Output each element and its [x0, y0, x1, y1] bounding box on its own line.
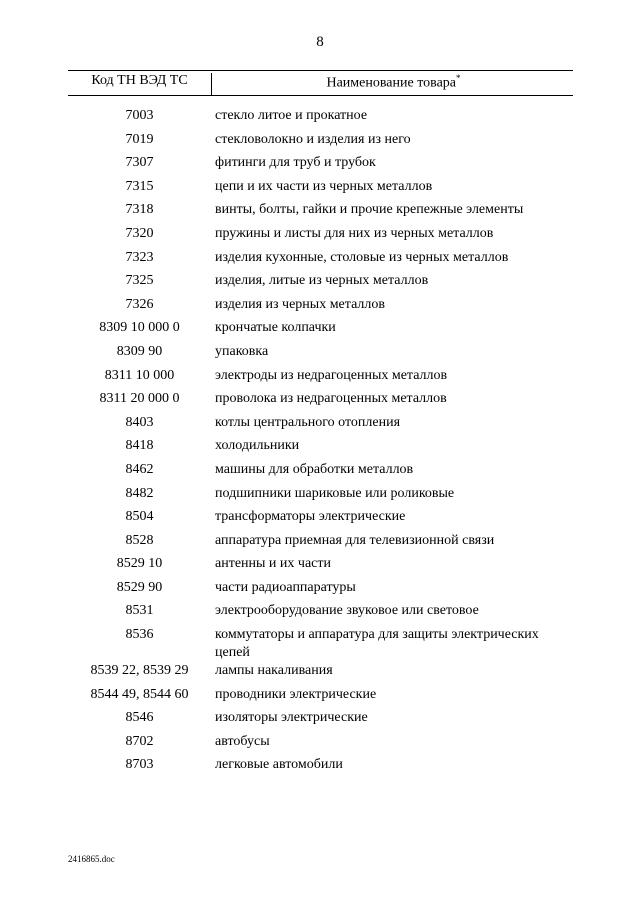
- goods-code: 8536: [125, 627, 154, 643]
- goods-name: коммутаторы и аппаратура для защиты электрических цепей: [215, 627, 539, 661]
- goods-code: 8702: [125, 733, 154, 749]
- goods-name: проводники электрические: [215, 686, 377, 702]
- goods-code: 8504: [125, 509, 154, 525]
- goods-name: винты, болты, гайки и прочие крепежные элементы: [215, 202, 524, 218]
- table-row: [68, 131, 573, 155]
- goods-name: изделия из черных металлов: [215, 296, 385, 312]
- table-row: [68, 709, 573, 733]
- goods-code: 8544 49, 8544 60: [90, 686, 189, 702]
- goods-name: электроды из недрагоценных металлов: [215, 367, 448, 383]
- table-row: [68, 225, 573, 249]
- table-row: [68, 733, 573, 757]
- goods-code: 7320: [125, 225, 154, 241]
- header-column-separator: [211, 73, 212, 95]
- table-row: [68, 367, 573, 391]
- goods-name: фитинги для труб и трубок: [215, 155, 376, 171]
- goods-code: 8529 10: [116, 556, 163, 572]
- footnote-mark: *: [456, 73, 461, 83]
- goods-code: 7315: [125, 178, 154, 194]
- table-row: [68, 272, 573, 296]
- goods-code: 7325: [125, 273, 154, 289]
- goods-code: 8703: [125, 757, 154, 773]
- table-row: [68, 602, 573, 626]
- table-row: [68, 319, 573, 343]
- table-row: [68, 579, 573, 603]
- goods-code: 7323: [125, 249, 154, 265]
- goods-code: 8311 20 000 0: [99, 391, 180, 407]
- goods-name: упаковка: [215, 343, 269, 359]
- goods-name: изоляторы электрические: [215, 710, 368, 726]
- table-row: [68, 201, 573, 225]
- header-name-label: Наименование товара: [326, 75, 456, 91]
- table-row: [68, 461, 573, 485]
- goods-code: 7003: [125, 108, 154, 123]
- table-row: [68, 756, 573, 780]
- goods-code: 8309 10 000 0: [99, 320, 180, 336]
- goods-name: проволока из недрагоценных металлов: [215, 391, 447, 407]
- goods-code: 7019: [125, 131, 154, 147]
- goods-name: котлы центрального отопления: [215, 414, 401, 430]
- page-number: 8: [316, 34, 324, 50]
- goods-code: 8546: [125, 710, 154, 726]
- goods-name: крончатые колпачки: [215, 320, 336, 336]
- table-row: [68, 296, 573, 320]
- header-bottom-line: [68, 95, 573, 96]
- goods-name: стекловолокно и изделия из него: [215, 131, 411, 147]
- goods-code: 8462: [125, 461, 154, 477]
- goods-code: 8418: [125, 438, 154, 454]
- goods-code: 8311 10 000: [104, 367, 175, 383]
- header-top-line: [68, 70, 573, 71]
- goods-code: 8309 90: [116, 343, 163, 359]
- goods-name: электрооборудование звуковое или световое: [215, 603, 479, 619]
- goods-code: 8539 22, 8539 29: [90, 663, 189, 679]
- goods-code: 7318: [125, 202, 154, 218]
- table-header: [68, 73, 573, 95]
- table-row: [68, 107, 573, 131]
- goods-name: изделия кухонные, столовые из черных металлов: [215, 249, 509, 265]
- table-row: [68, 508, 573, 532]
- table-row: [68, 390, 573, 414]
- goods-name: антенны и их части: [215, 556, 331, 572]
- table-row: [68, 154, 573, 178]
- goods-code: 7326: [125, 296, 154, 312]
- goods-name: пружины и листы для них из черных металлов: [215, 225, 494, 241]
- goods-name: части радиоаппаратуры: [215, 579, 356, 595]
- goods-name: лампы накаливания: [215, 663, 333, 679]
- goods-name: легковые автомобили: [215, 757, 343, 773]
- goods-name: подшипники шариковые или роликовые: [215, 485, 455, 501]
- goods-name: стекло литое и прокатное: [215, 108, 368, 123]
- table-row: [68, 626, 573, 662]
- goods-code: 8531: [125, 603, 154, 619]
- goods-name: автобусы: [215, 733, 270, 749]
- table-row: [68, 343, 573, 367]
- table-row: [68, 532, 573, 556]
- goods-code: 8403: [125, 414, 154, 430]
- table-row: [68, 437, 573, 461]
- table-row: [68, 249, 573, 273]
- table-row: [68, 414, 573, 438]
- goods-name: цепи и их части из черных металлов: [215, 178, 433, 194]
- goods-table: [68, 107, 573, 780]
- goods-name: холодильники: [215, 438, 300, 454]
- goods-name: машины для обработки металлов: [215, 461, 414, 477]
- document-filename: 2416865.doc: [68, 854, 115, 864]
- table-row: [68, 662, 573, 686]
- table-row: [68, 485, 573, 509]
- table-row: [68, 178, 573, 202]
- header-name-cell: [214, 73, 573, 92]
- table-row: [68, 686, 573, 710]
- goods-name: трансформаторы электрические: [215, 509, 406, 525]
- goods-code: 8529 90: [116, 579, 163, 595]
- table-row: [68, 555, 573, 579]
- goods-code: 7307: [125, 155, 154, 171]
- goods-name: аппаратура приемная для телевизионной связи: [215, 532, 495, 548]
- goods-code: 8482: [125, 485, 154, 501]
- header-code-label: Код ТН ВЭД ТС: [91, 73, 188, 88]
- goods-name: изделия, литые из черных металлов: [215, 273, 429, 289]
- goods-code: 8528: [125, 532, 154, 548]
